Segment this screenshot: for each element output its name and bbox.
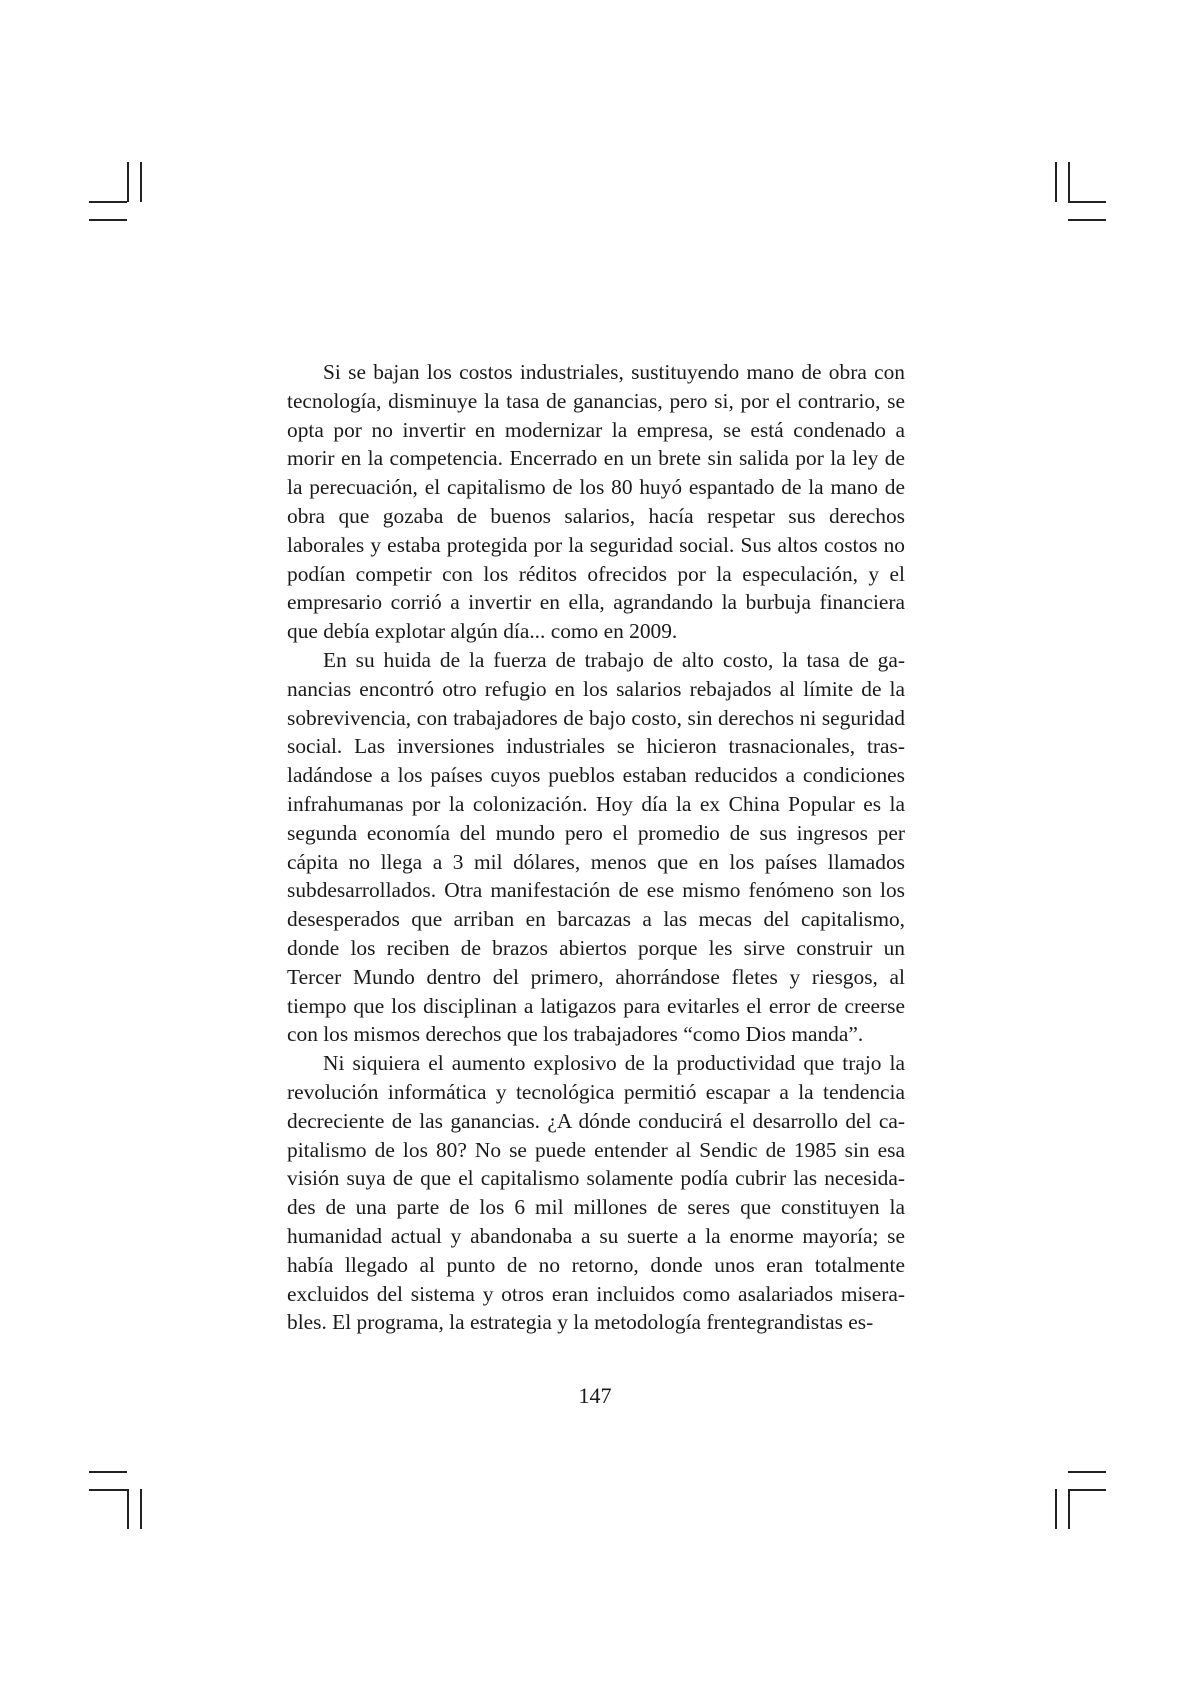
crop-mark-bottom-left-horizontal-2 — [89, 1471, 127, 1473]
crop-mark-bottom-right-horizontal — [1068, 1489, 1106, 1491]
paragraph-1: Si se bajan los costos industriales, sustituyendo mano de obra con tecnología, disminuye la tasa de ganancias, pero si, por el contrario, se opta por no invertir en modernizar la empresa, se está condenado a morir en la competencia. Encerrado en un brete sin salida por la ley de la perecuación, el capitalismo de los 80 huyó espantado de la mano de obra que gozaba de buenos salarios, hacía respetar sus derechos laborales y estaba protegida por la seguridad social. Sus altos costos no podían competir con los réditos ofrecidos por la especulación, y el empresario corrió a invertir en ella, agrandando la burbuja financiera que debía explotar algún día... como en 2009. — [287, 360, 905, 644]
crop-mark-bottom-right-vertical-1 — [1055, 1489, 1057, 1529]
crop-mark-bottom-left-vertical-1 — [127, 1489, 129, 1529]
crop-mark-top-right-horizontal-2 — [1068, 219, 1106, 221]
crop-mark-bottom-left-horizontal — [89, 1489, 127, 1491]
crop-mark-top-right-horizontal — [1068, 201, 1106, 203]
crop-mark-bottom-right-horizontal-2 — [1068, 1471, 1106, 1473]
page-number: 147 — [578, 1383, 612, 1408]
crop-mark-bottom-right-vertical-2 — [1068, 1489, 1070, 1529]
body-text — [287, 358, 905, 1337]
crop-mark-top-left-vertical-2 — [140, 162, 142, 202]
paragraph-3: Ni siquiera el aumento explosivo de la productividad que trajo la revolución informática y tecnológica permitió escapar a la tendencia decreciente de las ganancias. ¿A dónde conducirá el desarrollo del capitalismo de los 80? No se puede entender al Sendic de 1985 sin esa visión suya de que el capitalismo solamente podía cubrir las necesidades de una parte de los 6 mil millones de seres que constituyen la humanidad actual y abandonaba a su suerte a la enorme mayoría; se había llegado al punto de no retorno, donde unos eran totalmente excluidos del sistema y otros eran incluidos como asalariados miserables. El programa, la estrategia y la metodología frentegrandistas es- — [287, 1051, 905, 1335]
crop-mark-top-left-vertical-1 — [127, 162, 129, 202]
crop-mark-top-left-horizontal-2 — [89, 219, 127, 221]
paragraph-2: En su huida de la fuerza de trabajo de alto costo, la tasa de ganancias encontró otro refugio en los salarios rebajados al límite de la sobrevivencia, con trabajadores de bajo costo, sin derechos ni seguridad social. Las inversiones industriales se hicieron trasnacionales, trasladándose a los países cuyos pueblos estaban reducidos a condiciones infrahumanas por la colonización. Hoy día la ex China Popular es la segunda economía del mundo pero el promedio de sus ingresos per cápita no llega a 3 mil dólares, menos que en los países llamados subdesarrollados. Otra manifestación de ese mismo fenómeno son los desesperados que arriban en barcazas a las mecas del capitalismo, donde los reciben de brazos abiertos porque les sirve construir un Tercer Mundo dentro del primero, ahorrándose fletes y riesgos, al tiempo que los disciplinan a latigazos para evitarles el error de creerse con los mismos derechos que los trabajadores “como Dios manda”. — [287, 647, 905, 1047]
crop-mark-bottom-left-vertical-2 — [140, 1489, 142, 1529]
crop-mark-top-right-vertical-1 — [1055, 162, 1057, 202]
crop-mark-top-left-horizontal — [89, 201, 127, 203]
crop-mark-top-right-vertical-2 — [1068, 162, 1070, 202]
